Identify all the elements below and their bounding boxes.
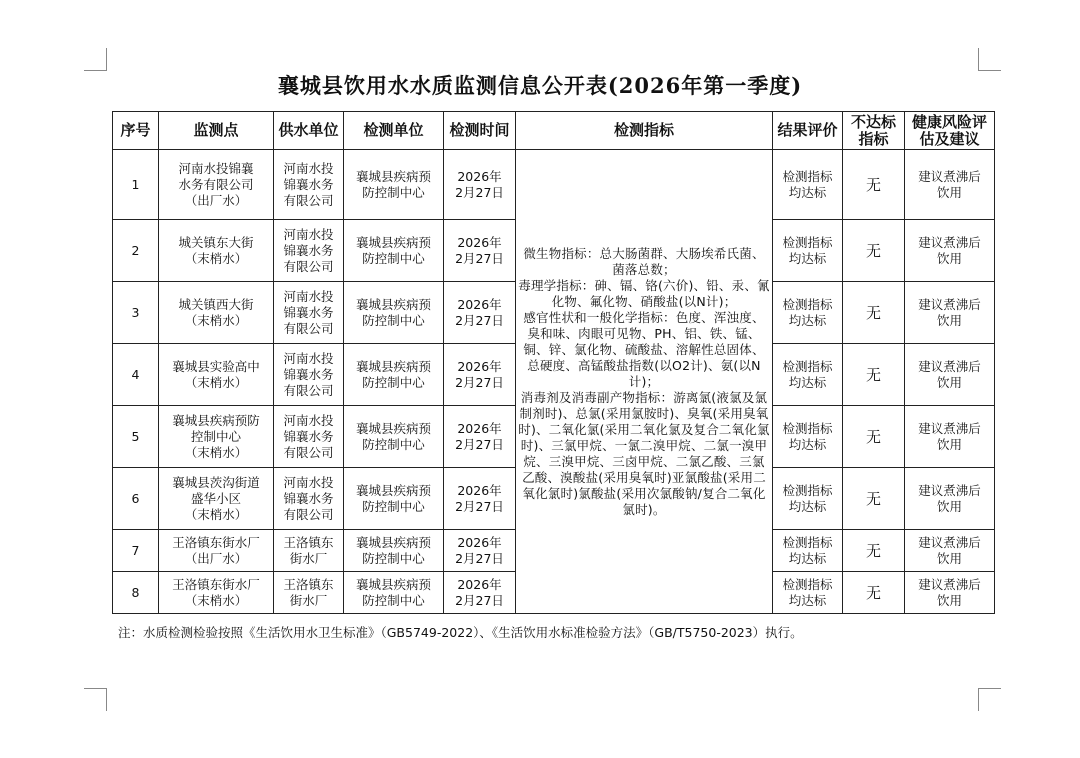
header-site: 监测点 (159, 112, 274, 150)
page-title: 襄城县饮用水水质监测信息公开表(2026年第一季度) (277, 73, 803, 98)
cell-site: 王洛镇东街水厂 （末梢水） (159, 572, 274, 614)
crop-mark-top-left (84, 48, 107, 71)
cell-seq: 7 (113, 530, 159, 572)
cell-seq: 8 (113, 572, 159, 614)
cell-time: 2026年 2月27日 (444, 282, 516, 344)
cell-site: 河南水投锦襄 水务有限公司 （出厂水） (159, 150, 274, 220)
cell-fail: 无 (843, 344, 905, 406)
cell-agency: 襄城县疾病预 防控制中心 (344, 572, 444, 614)
cell-seq: 2 (113, 220, 159, 282)
cell-supplier: 王洛镇东 街水厂 (274, 572, 344, 614)
cell-fail: 无 (843, 572, 905, 614)
cell-time: 2026年 2月27日 (444, 530, 516, 572)
cell-site: 襄城县茨沟街道 盛华小区 （末梢水） (159, 468, 274, 530)
cell-advice: 建议煮沸后 饮用 (905, 150, 995, 220)
header-result: 结果评价 (773, 112, 843, 150)
cell-agency: 襄城县疾病预 防控制中心 (344, 344, 444, 406)
cell-result: 检测指标 均达标 (773, 468, 843, 530)
header-seq: 序号 (113, 112, 159, 150)
cell-time: 2026年 2月27日 (444, 572, 516, 614)
cell-advice: 建议煮沸后 饮用 (905, 344, 995, 406)
cell-supplier: 河南水投 锦襄水务 有限公司 (274, 220, 344, 282)
cell-agency: 襄城县疾病预 防控制中心 (344, 468, 444, 530)
header-agency: 检测单位 (344, 112, 444, 150)
header-fail: 不达标指标 (843, 112, 905, 150)
cell-result: 检测指标 均达标 (773, 530, 843, 572)
header-indicators: 检测指标 (516, 112, 773, 150)
cell-time: 2026年 2月27日 (444, 344, 516, 406)
cell-supplier: 河南水投 锦襄水务 有限公司 (274, 282, 344, 344)
header-advice: 健康风险评估及建议 (905, 112, 995, 150)
cell-advice: 建议煮沸后 饮用 (905, 530, 995, 572)
cell-seq: 5 (113, 406, 159, 468)
cell-seq: 4 (113, 344, 159, 406)
cell-result: 检测指标 均达标 (773, 406, 843, 468)
cell-time: 2026年 2月27日 (444, 220, 516, 282)
cell-supplier: 河南水投 锦襄水务 有限公司 (274, 150, 344, 220)
cell-time: 2026年 2月27日 (444, 406, 516, 468)
header-supplier: 供水单位 (274, 112, 344, 150)
cell-fail: 无 (843, 150, 905, 220)
cell-fail: 无 (843, 530, 905, 572)
cell-indicators: 微生物指标：总大肠菌群、大肠埃希氏菌、菌落总数； 毒理学指标：砷、镉、铬(六价)、铅、汞、氰化物、氟化物、硝酸盐(以N计)； 感官性状和一般化学指标：色度、浑浊度、臭和味、肉眼可见物、PH、铝、铁、锰、铜、锌、氯化物、硫酸盐、溶解性总固体、总硬度、高锰酸盐指数(以O2计)、氨(以N计)； 消毒剂及消毒副产物指标：游离氯(液氯及氯制剂时)、总氯(采用氯胺时)、臭氧(采用臭氧时)、二氧化氯(采用二氧化氯及复合二氧化氯时)、三氯甲烷、一氯二溴甲烷、二氯一溴甲烷、三溴甲烷、三卤甲烷、二氯乙酸、三氯乙酸、溴酸盐(采用臭氧时)亚氯酸盐(采用二氧化氯时)氯酸盐(采用次氯酸钠/复合二氧化氯时)。 (516, 150, 773, 614)
cell-fail: 无 (843, 220, 905, 282)
cell-site: 襄城县疾病预防 控制中心 （末梢水） (159, 406, 274, 468)
crop-mark-bottom-left (84, 688, 107, 711)
crop-mark-top-right (978, 48, 1001, 71)
cell-supplier: 河南水投 锦襄水务 有限公司 (274, 468, 344, 530)
cell-advice: 建议煮沸后 饮用 (905, 406, 995, 468)
cell-site: 城关镇东大街 （末梢水） (159, 220, 274, 282)
cell-agency: 襄城县疾病预 防控制中心 (344, 220, 444, 282)
cell-result: 检测指标 均达标 (773, 220, 843, 282)
cell-seq: 3 (113, 282, 159, 344)
cell-site: 襄城县实验高中 （末梢水） (159, 344, 274, 406)
cell-supplier: 河南水投 锦襄水务 有限公司 (274, 344, 344, 406)
cell-result: 检测指标 均达标 (773, 572, 843, 614)
water-quality-table (112, 111, 995, 614)
cell-fail: 无 (843, 282, 905, 344)
header-time: 检测时间 (444, 112, 516, 150)
cell-site: 城关镇西大街 （末梢水） (159, 282, 274, 344)
cell-fail: 无 (843, 406, 905, 468)
cell-advice: 建议煮沸后 饮用 (905, 572, 995, 614)
cell-result: 检测指标 均达标 (773, 282, 843, 344)
table-row (113, 150, 995, 220)
footnote: 注：水质检测检验按照《生活饮用水卫生标准》（GB5749-2022）、《生活饮用水标准检验方法》（GB/T5750-2023）执行。 (118, 625, 803, 640)
cell-advice: 建议煮沸后 饮用 (905, 220, 995, 282)
cell-result: 检测指标 均达标 (773, 344, 843, 406)
cell-advice: 建议煮沸后 饮用 (905, 468, 995, 530)
cell-time: 2026年 2月27日 (444, 150, 516, 220)
cell-supplier: 河南水投 锦襄水务 有限公司 (274, 406, 344, 468)
cell-agency: 襄城县疾病预 防控制中心 (344, 150, 444, 220)
cell-seq: 6 (113, 468, 159, 530)
cell-agency: 襄城县疾病预 防控制中心 (344, 530, 444, 572)
header-row (113, 112, 995, 150)
cell-time: 2026年 2月27日 (444, 468, 516, 530)
cell-supplier: 王洛镇东 街水厂 (274, 530, 344, 572)
cell-advice: 建议煮沸后 饮用 (905, 282, 995, 344)
cell-site: 王洛镇东街水厂 （出厂水） (159, 530, 274, 572)
cell-agency: 襄城县疾病预 防控制中心 (344, 406, 444, 468)
cell-agency: 襄城县疾病预 防控制中心 (344, 282, 444, 344)
cell-seq: 1 (113, 150, 159, 220)
crop-mark-bottom-right (978, 688, 1001, 711)
cell-result: 检测指标 均达标 (773, 150, 843, 220)
cell-fail: 无 (843, 468, 905, 530)
